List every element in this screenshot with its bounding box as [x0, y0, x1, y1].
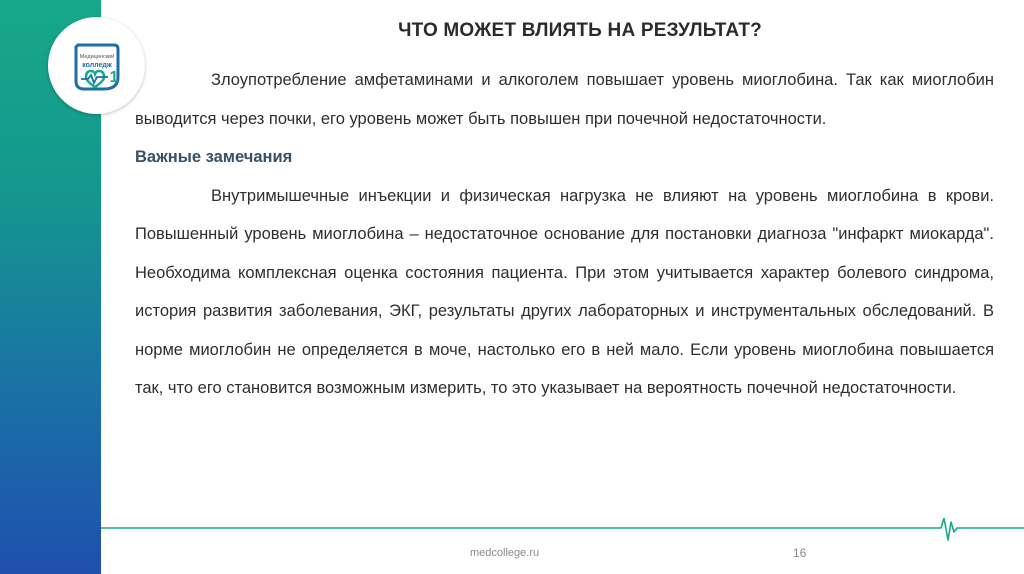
- logo-text-top: Медицинский: [79, 54, 115, 60]
- paragraph-notes: Внутримышечные инъекции и физическая нагрузка не влияют на уровень миоглобина в крови. Повышенный уровень миоглобина – недостаточное основание для постановки диагноза "инфаркт миокарда". Необходима комплексная оценка состояния пациента. При этом учитывается характер болевого синдрома, история развития заболевания, ЭКГ, результаты других лабораторных и инструментальных обследований. В норме миоглобин не определяется в моче, настолько его в ней мало. Если уровень миоглобина повышается так, что его становится возможным измерить, то это указывает на вероятность почечной недостаточности.: [135, 186, 994, 397]
- paragraph-abuse: Злоупотребление амфетаминами и алкоголем повышает уровень миоглобина. Так как миоглобин выводится через почки, его уровень может быть повышен при почечной недостаточности.: [135, 71, 994, 128]
- footer-url: medcollege.ru: [470, 547, 540, 559]
- page-number: 16: [793, 546, 807, 560]
- logo-number: 1: [109, 69, 119, 86]
- footer-heartbeat-line: [101, 518, 1024, 548]
- slide-content: [135, 61, 994, 408]
- section-subtitle: Важные замечания: [135, 148, 293, 166]
- college-logo: [48, 17, 145, 114]
- slide-title: ЧТО МОЖЕТ ВЛИЯТЬ НА РЕЗУЛЬТАТ?: [398, 20, 762, 41]
- logo-emblem-icon: [48, 17, 145, 114]
- logo-text-bottom: колледж: [82, 62, 112, 69]
